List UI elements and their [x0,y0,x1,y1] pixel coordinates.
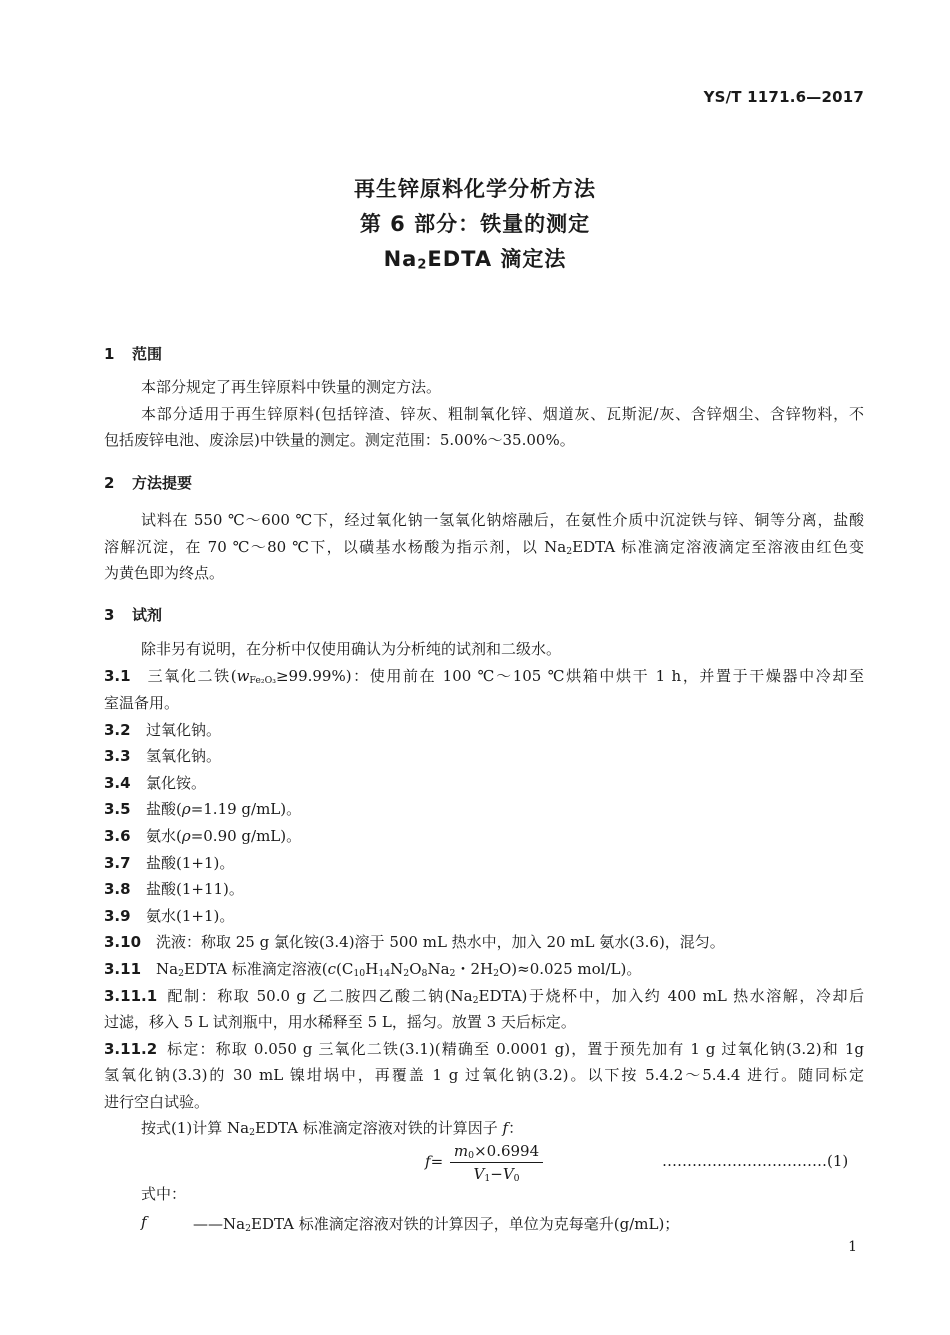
clause-text-sub: 2 [472,994,479,1006]
mass-subscript: 0 [468,1149,475,1161]
clause-text: 过氧化钠。 [146,721,222,739]
method-line-2-a: 溶解沉淀，在 70 ℃～80 ℃下，以磺基水杨酸为指示剂，以 Na [104,538,567,556]
clause-text: 盐酸(1+11)。 [146,880,244,898]
clause-number: 3.8 [104,880,131,898]
clause-3-10 [104,935,864,950]
clause-3-3 [104,749,864,764]
clause-text-a: 配制：称取 50.0 g 乙二胺四乙酸二钠(Na [166,987,473,1005]
definition-text [193,1213,679,1234]
method-line-2-sub: 2 [566,545,573,557]
definition-text-sub: 2 [245,1222,251,1234]
scope-paragraph-2-line-2: 包括废锌电池、废涂层)中铁量的测定。测定范围：5.00%～35.00%。 [104,431,575,449]
section-heading-scope [104,343,162,364]
equation-lhs: f [425,1152,431,1171]
formula-part: O [409,960,422,978]
clause-number: 3.5 [104,800,131,818]
clause-text-b: =1.19 g/mL)。 [190,800,302,818]
clause-number: 3.3 [104,747,131,765]
clause-text: 氨水(1+1)。 [146,907,235,925]
concentration-symbol: c [327,960,337,978]
formula-part: ・2H [455,960,494,978]
equation-number: ……………………………(1) [662,1152,849,1170]
clause-3-11-2-line-1 [104,1042,864,1057]
section-title: 范围 [132,345,163,363]
clause-3-9 [104,909,864,924]
volume-v0-symbol: V [502,1165,514,1183]
formula-intro [141,1121,864,1136]
clause-3-6 [104,829,864,844]
formula-part: Na [427,960,450,978]
formula-part: H [365,960,379,978]
clause-text: 洗液：称取 25 g 氯化铵(3.4)溶于 500 mL 热水中，加入 20 mL 氨水(3.6)，混匀。 [156,933,725,951]
clause-3-2 [104,723,864,738]
clause-3-11-1-line-2: 过滤，移入 5 L 试剂瓶中，用水稀释至 5 L，摇匀。放置 3 天后标定。 [104,1013,576,1031]
mass-fraction-symbol: w [236,667,250,685]
fraction-numerator [450,1142,543,1163]
method-line-1: 试料在 550 ℃～600 ℃下，经过氧化钠一氢氧化钠熔融后，在氨性介质中沉淀铁与锌、铜等分离，盐酸 [141,511,864,529]
clause-3-7 [104,856,864,871]
clause-number: 3.10 [104,933,142,951]
clause-number: 3.4 [104,774,131,792]
clause-3-5 [104,802,864,817]
minus-sign: − [490,1165,503,1183]
formula-sub: 8 [421,967,428,979]
formula-part: O)≈0.025 mol/L)。 [498,960,642,978]
density-symbol: ρ [181,800,191,818]
clause-3-1-line-2: 室温备用。 [104,694,180,712]
clause-number: 3.11.2 [104,1040,158,1058]
scope-paragraph-1: 本部分规定了再生锌原料中铁量的测定方法。 [141,378,442,396]
clause-text: 标定：称取 0.050 g 三氧化二铁(3.1)(精确至 0.0001 g)，置于预先加有 1 g 过氧化钠(3.2)和 1g [166,1040,864,1058]
numerator-rest: ×0.6994 [474,1142,540,1160]
section-number: 2 [104,474,115,492]
scope-paragraph-2-line-1: 本部分适用于再生锌原料(包括锌渣、锌灰、粗制氧化锌、烟道灰、瓦斯泥/灰、含锌烟尘、含锌物料，不 [141,405,864,423]
formula-intro-b: EDTA 标准滴定溶液对铁的计算因子 [255,1119,503,1137]
title-line-2: 第 6 部分：铁量的测定 [359,212,591,236]
where-label: 式中： [141,1185,187,1203]
definition-symbol: f [141,1213,147,1231]
title-line-1: 再生锌原料化学分析方法 [354,177,596,201]
clause-number: 3.1 [104,667,131,685]
formula-intro-sub: 2 [249,1126,256,1138]
clause-number: 3.11.1 [104,987,158,1005]
formula-part: Na [156,960,179,978]
clause-text-b: ≥99.99%)：使用前在 100 ℃～105 ℃烘箱中烘干 1 h，并置于干燥器中冷却至 [275,667,865,685]
fraction [450,1142,543,1183]
definition-text-b: EDTA 标准滴定溶液对铁的计算因子，单位为克每毫升(g/mL)； [251,1215,680,1233]
clause-3-11 [104,962,864,977]
section-heading-method [104,472,192,493]
clause-3-1-line-1 [104,669,864,684]
formula-sub: 2 [449,967,456,979]
page-number: 1 [848,1239,857,1255]
formula-intro-c: ： [508,1119,524,1137]
section-number: 3 [104,606,115,624]
method-line-2 [104,540,864,555]
clause-number: 3.11 [104,960,142,978]
title-line-3 [0,243,950,273]
clause-text: 氯化铵。 [146,774,207,792]
mass-fraction-subscript: Fe₂O₃ [249,674,276,686]
fraction-denominator [450,1163,543,1183]
section-number: 1 [104,345,115,363]
title-line-3-suffix: EDTA 滴定法 [427,247,567,271]
definition-text-a: ——Na [193,1215,246,1233]
formula-part: EDTA 标准滴定溶液( [184,960,328,978]
formula-part: (C [336,960,354,978]
clause-text-b: =0.90 g/mL)。 [190,827,302,845]
density-symbol: ρ [181,827,191,845]
formula-sub: 2 [493,967,499,979]
section-title: 试剂 [132,606,163,624]
equation [425,1142,543,1183]
method-line-3: 为黄色即为终点。 [104,564,225,582]
clause-number: 3.7 [104,854,131,872]
section-heading-reagents [104,604,162,625]
clause-number: 3.2 [104,721,131,739]
clause-3-11-2-line-2: 氢氧化钠(3.3)的 30 mL 镍坩埚中，再覆盖 1 g 过氧化钠(3.2)。以下按 5.4.2～5.4.4 进行。随同标定 [104,1066,864,1084]
factor-symbol: f [502,1119,509,1137]
clause-text-a: 氨水( [146,827,182,845]
clause-3-4 [104,776,864,791]
clause-3-11-1-line-1 [104,989,864,1004]
formula-intro-a: 按式(1)计算 Na [141,1119,250,1137]
formula-sub: 2 [178,967,184,979]
formula-part: N [390,960,404,978]
clause-3-11-2-line-3: 进行空白试验。 [104,1093,210,1111]
clause-text: 氢氧化钠。 [146,747,222,765]
clause-number: 3.6 [104,827,131,845]
equals-sign: = [430,1152,444,1171]
clause-text-a: 三氧化二铁( [146,667,237,685]
clause-text: 盐酸(1+1)。 [146,854,235,872]
clause-text-a: 盐酸( [146,800,182,818]
clause-number: 3.9 [104,907,131,925]
clause-text-b: EDTA)于烧杯中，加入约 400 mL 热水溶解，冷却后 [478,987,865,1005]
volume-v1-subscript: 1 [484,1172,491,1184]
method-line-2-b: EDTA 标准滴定溶液滴定至溶液由红色变 [572,538,864,556]
volume-v1-symbol: V [473,1165,485,1183]
mass-symbol: m [453,1142,469,1160]
title-line-3-prefix: Na [383,247,418,271]
title-line-3-sub: 2 [417,257,428,273]
standard-code: YS/T 1171.6—2017 [703,88,864,106]
section-title: 方法提要 [132,474,193,492]
formula-sub: 14 [378,967,391,979]
formula-sub: 2 [403,967,410,979]
volume-v0-subscript: 0 [513,1172,520,1184]
reagents-intro: 除非另有说明，在分析中仅使用确认为分析纯的试剂和二级水。 [141,640,562,658]
formula-sub: 10 [353,967,366,979]
clause-3-8 [104,882,864,897]
